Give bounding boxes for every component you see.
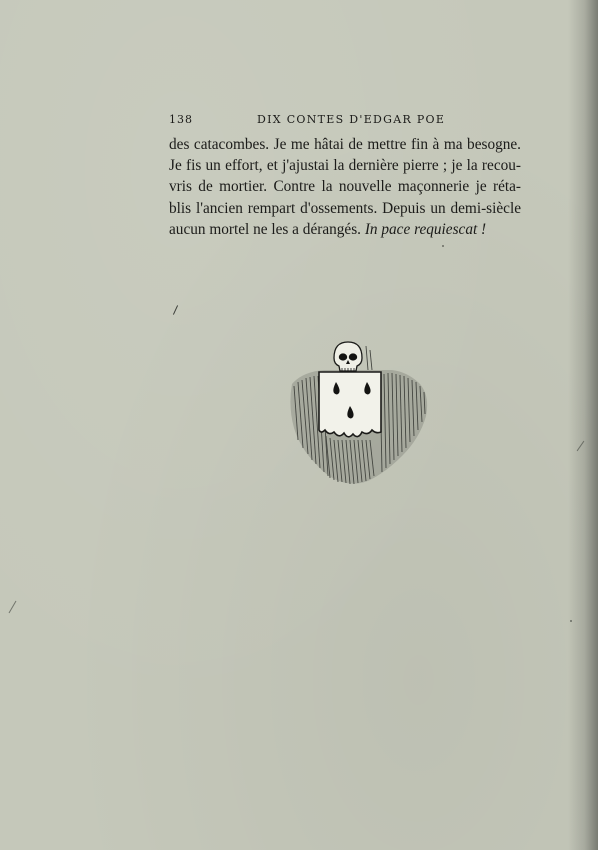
paper-mark bbox=[173, 305, 178, 314]
latin-phrase: In pace requiescat ! bbox=[364, 220, 487, 238]
vignette-drawing bbox=[284, 336, 432, 486]
page-number: 138 bbox=[169, 113, 193, 126]
body-paragraph bbox=[169, 134, 521, 240]
tombstone bbox=[319, 372, 381, 437]
skull-icon bbox=[334, 342, 362, 371]
text-line-last bbox=[169, 219, 521, 240]
text-line-plain: aucun mortel ne les a dérangés. bbox=[169, 220, 365, 238]
page-header bbox=[169, 113, 521, 129]
paper-mark bbox=[9, 601, 17, 614]
page-gutter-shadow bbox=[568, 0, 598, 850]
running-head: DIX CONTES D'EDGAR POE bbox=[257, 113, 446, 126]
text-line: vris de mortier. Contre la nouvelle maçonnerie je réta- bbox=[169, 178, 521, 196]
text-line: Je fis un effort, et j'ajustai la dernière pierre ; je la recou- bbox=[169, 157, 521, 175]
paper-mark bbox=[442, 245, 444, 247]
skull-tombstone-vignette-icon bbox=[284, 336, 432, 486]
text-line: blis l'ancien rempart d'ossements. Depuis un demi-siècle bbox=[169, 199, 521, 217]
text-line: des catacombes. Je me hâtai de mettre fin à ma besogne. bbox=[169, 136, 521, 153]
